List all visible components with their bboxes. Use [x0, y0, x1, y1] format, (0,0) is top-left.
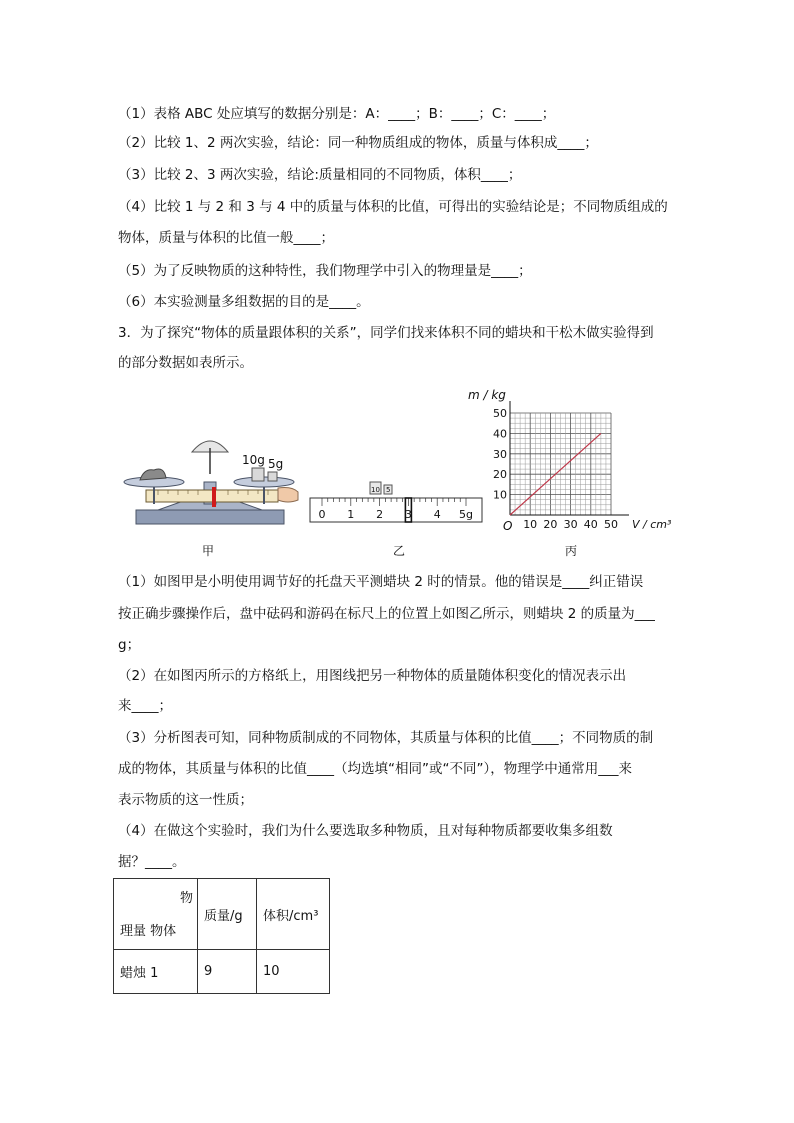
weight-label-5g: 5g [268, 457, 284, 471]
data-table [113, 878, 330, 994]
problem-3-intro-line1: 3．为了探究“物体的质量跟体积的关系”，同学们找来体积不同的蜡块和干松木做实验得到 [118, 325, 654, 341]
chart-x-tick-label: 40 [583, 518, 598, 531]
chart-xlabel: V / cm³ [632, 518, 672, 531]
table-corner-top: 物 [179, 891, 193, 906]
chart-x-tick-label: 30 [563, 518, 578, 531]
problem-3-intro-line2: 的部分数据如表所示。 [118, 355, 253, 371]
problem-3-q3-line1: （3）分析图表可知，同种物质制成的不同物体，其质量与体积的比值____；不同物质的制 [118, 730, 654, 746]
problem-3-q2-line2: 来____； [118, 698, 172, 714]
chart-y-tick-label: 10 [493, 488, 507, 502]
problem-3-q3-line2: 成的物体，其质量与体积的比值____（均选填“相同”或“不同”），物理学中通常用___来 [118, 761, 632, 777]
chart-y-tick-label: 20 [493, 468, 507, 482]
caption-yi: 乙 [393, 544, 406, 558]
ruler-tick-label: 5g [459, 508, 473, 521]
table-corner-cell [114, 879, 198, 950]
ruler-weight-5: 5 [386, 486, 391, 494]
caption-jia: 甲 [202, 544, 215, 558]
problem-3-q1-line3: g； [118, 637, 141, 653]
figure-balance [118, 412, 300, 536]
question-2-1: （1）表格 ABC 处应填写的数据分别是：A：____；B：____；C：____； [118, 106, 556, 122]
ruler-tick-label: 0 [318, 508, 326, 521]
chart-y-tick-label: 30 [493, 447, 507, 461]
question-2-4-line2: 物体，质量与体积的比值一般____； [118, 230, 334, 246]
weight-label-10g: 10g [242, 453, 265, 467]
chart-x-tick-label: 20 [543, 518, 558, 531]
table-cell-volume: 10 [257, 950, 330, 994]
ruler-tick-label: 1 [347, 508, 355, 521]
ruler-tick-label: 4 [433, 508, 441, 521]
question-2-2: （2）比较 1、2 两次实验，结论：同一种物质组成的物体，质量与体积成____； [118, 135, 598, 151]
table-corner-bottom: 理量 物体 [120, 924, 177, 939]
figure-ruler [306, 470, 486, 528]
ruler-weight-10: 10 [371, 486, 380, 494]
caption-bing: 丙 [565, 544, 578, 558]
chart-y-tick-label: 40 [493, 427, 507, 441]
problem-3-q3-line3: 表示物质的这一性质； [118, 792, 253, 808]
table-header-row [114, 879, 330, 950]
problem-3-q2-line1: （2）在如图丙所示的方格纸上，用图线把另一种物体的质量随体积变化的情况表示出 [118, 668, 627, 684]
table-header-mass: 质量/g [198, 879, 257, 950]
ruler-tick-label: 3 [404, 508, 412, 521]
problem-3-q1-line1: （1）如图甲是小明使用调节好的托盘天平测蜡块 2 时的情景。他的错误是____纠正错误 [118, 574, 644, 590]
question-2-6: （6）本实验测量多组数据的目的是____。 [118, 294, 370, 310]
table-cell-name: 蜡烛 1 [114, 950, 198, 994]
problem-3-q4-line2: 据？____。 [118, 854, 186, 870]
chart-x-tick-label: 10 [523, 518, 538, 531]
table-cell-mass: 9 [198, 950, 257, 994]
problem-3-q4-line1: （4）在做这个实验时，我们为什么要选取多种物质，且对每种物质都要收集多组数 [118, 823, 613, 839]
chart-y-tick-label: 50 [493, 407, 507, 420]
problem-3-q1-line2: 按正确步骤操作后，盘中砝码和游码在标尺上的位置上如图乙所示，则蜡块 2 的质量为___ [118, 606, 655, 622]
figure-chart [466, 383, 676, 538]
table-header-volume: 体积/cm³ [257, 879, 330, 950]
question-2-4-line1: （4）比较 1 与 2 和 3 与 4 中的质量与体积的比值，可得出的实验结论是；不同物质组成的 [118, 199, 668, 215]
chart-ylabel: m / kg [468, 388, 506, 402]
table-row [114, 950, 330, 994]
chart-x-tick-label: 50 [604, 518, 618, 531]
question-2-5: （5）为了反映物质的这种特性，我们物理学中引入的物理量是____； [118, 263, 532, 279]
question-2-3: （3）比较 2、3 两次实验，结论:质量相同的不同物质，体积____； [118, 167, 522, 183]
chart-origin-label: O [503, 519, 513, 533]
ruler-tick-label: 2 [376, 508, 384, 521]
